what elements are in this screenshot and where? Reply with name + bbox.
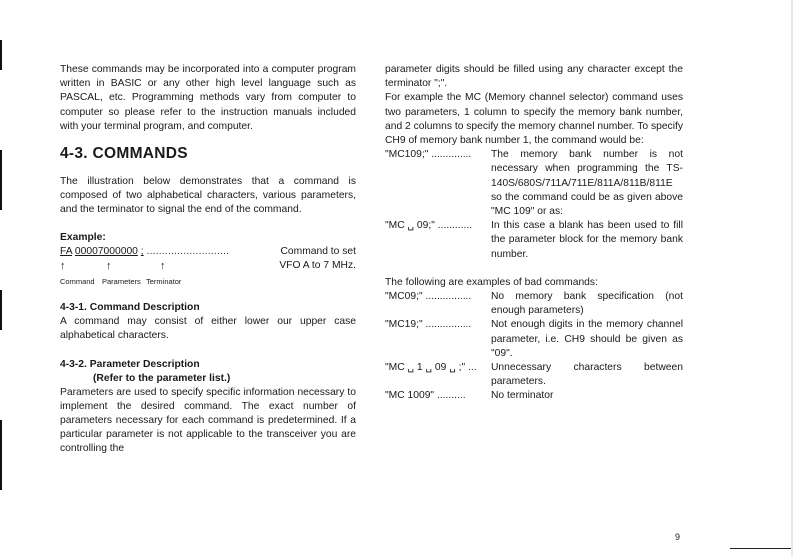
bottom-rule: [730, 548, 793, 549]
example-label: Example:: [60, 231, 106, 243]
bad-command-row: [385, 290, 683, 318]
scan-edge-mark: [0, 150, 2, 210]
example-cmd-params: 00007000000: [74, 245, 138, 257]
bad-command-code: "MC ␣ 1 ␣ 09 ␣ ;" ...: [385, 362, 477, 374]
example-dots: ...........................: [146, 245, 230, 257]
good-command-code: "MC ␣ 09;" ............: [385, 220, 473, 232]
example-desc-1: Command to set: [280, 245, 356, 257]
arrow-labels: [60, 273, 356, 287]
example-cmd-terminator: ;: [140, 245, 144, 257]
example-row: [60, 245, 356, 259]
bad-command-row: [385, 389, 683, 403]
section-title: 4-3. COMMANDS: [60, 145, 188, 163]
arrow-label-parameters: Parameters: [102, 277, 141, 287]
arrow-label-command: Command: [60, 277, 95, 287]
bad-command-row: [385, 318, 683, 361]
mc-example-intro: For example the MC (Memory channel selector) command uses two parameters, 1 column to specify the memory bank number, and 2 columns to specify the memory channel number. To specify CH9 of memory bank number 1, the command would be:: [385, 92, 684, 147]
bad-command-row: [385, 361, 683, 389]
subsection-title-2: 4-3-2. Parameter Description: [60, 358, 200, 370]
intro-paragraph: These commands may be incorporated into a computer program written in BASIC or any other high level language such as PASCAL, etc. Programming methods vary from computer to computer so please refer to the instruction manuals included with your terminal program, and computer.: [60, 64, 356, 132]
arrow-up-icon: ↑: [106, 260, 112, 273]
scan-edge-mark: [0, 290, 2, 330]
continued-paragraph: parameter digits should be filled using any character except the terminator ";".: [385, 64, 683, 90]
subsection-title-1: 4-3-1. Command Description: [60, 302, 200, 314]
arrow-label-terminator: Terminator: [146, 277, 182, 287]
section-intro: The illustration below demonstrates that a command is composed of two alphabetical characters, various parameters, and the terminator to signal the end of the command.: [60, 176, 356, 216]
good-command-desc: In this case a blank has been used to fill the parameter block for the memory bank number.: [491, 220, 683, 260]
good-command-desc: The memory bank number is not necessary when programming the TS-140S/680S/711A/711E/811A/811B/811E so the command could be as given above "MC 109" or as:: [491, 149, 683, 218]
scan-edge-mark: [0, 40, 2, 70]
scan-edge-mark: [0, 420, 2, 490]
arrow-up-icon: ↑: [60, 260, 66, 273]
subsection-text-1: A command may consist of either lower our upper case alphabetical characters.: [60, 316, 356, 342]
bad-command-desc: No memory bank specification (not enough parameters): [491, 291, 683, 317]
bad-command-desc: No terminator: [491, 390, 554, 402]
bad-commands-intro: The following are examples of bad commands:: [385, 276, 598, 288]
subsection-title-2-note: (Refer to the parameter list.): [93, 372, 231, 384]
good-command-row: [385, 219, 683, 262]
example-arrows: [60, 259, 260, 273]
bad-command-code: "MC19;" ................: [385, 319, 472, 331]
page-number: 9: [675, 532, 681, 542]
bad-command-desc: Not enough digits in the memory channel parameter, i.e. CH9 should be given as "09".: [491, 319, 683, 359]
right-column: [385, 63, 683, 404]
bad-command-code: "MC09;" ................: [385, 291, 472, 303]
example-arrow-row: [60, 259, 356, 273]
left-column: [60, 63, 356, 457]
subsection-text-2: Parameters are used to specify specific information necessary to implement the desired command. The exact number of parameters necessary for each command is predetermined. If a particular parameter is not applicable to the transceiver you are controlling the: [60, 386, 356, 455]
arrow-up-icon: ↑: [160, 260, 166, 273]
good-command-code: "MC109;" ..............: [385, 149, 472, 161]
good-command-row: [385, 148, 683, 219]
example-cmd-prefix: FA: [60, 245, 73, 257]
bad-command-desc: Unnecessary characters between parameters.: [491, 362, 683, 388]
example-command: [60, 245, 229, 259]
bad-command-code: "MC 1009" ..........: [385, 390, 466, 402]
example-desc-2: VFO A to 7 MHz.: [279, 260, 356, 272]
